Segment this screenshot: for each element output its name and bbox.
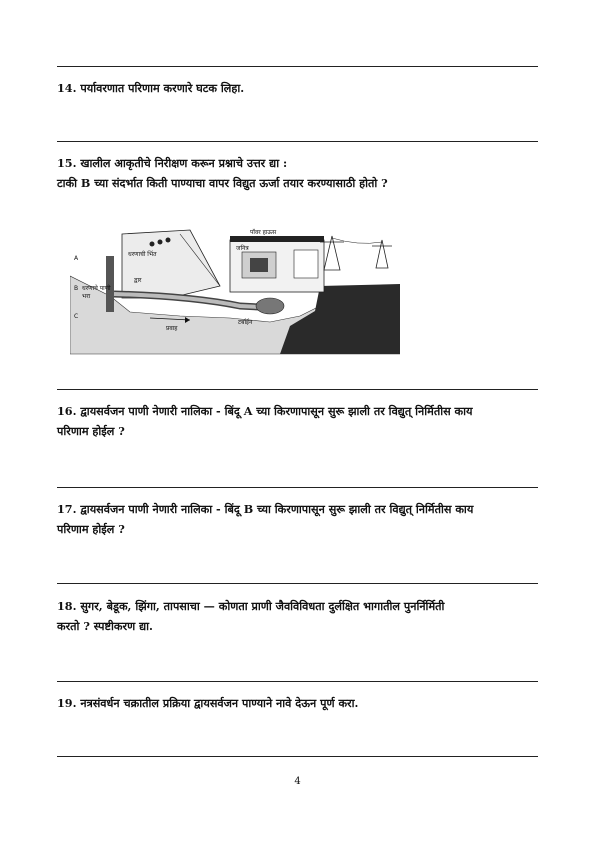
question-15-line-1: 15. खालील आकृतीचे निरीक्षण करून प्रश्नाचे उत्तर द्या :: [57, 156, 288, 170]
label-power-house: पॉवर हाऊस: [250, 229, 277, 236]
divider-rule-3: [57, 389, 538, 390]
dam-outlet-3: [166, 238, 171, 243]
power-house-roof: [230, 236, 324, 242]
power-line: [332, 238, 382, 243]
label-turbine: टर्बाईन: [238, 319, 253, 326]
divider-rule-4: [57, 487, 538, 488]
pylon-1: [324, 236, 340, 270]
label-generator: जनित्र: [236, 245, 249, 252]
label-point-c: C: [74, 313, 79, 320]
question-15-line-2: टाकी B च्या संदर्भात किती पाण्याचा वापर विद्युत ऊर्जा तयार करण्यासाठी होतो ?: [57, 176, 388, 190]
label-point-b: B: [74, 285, 79, 292]
question-17-line-1: 17. द्वायसर्वजन पाणी नेणारी नालिका - बिंदू B च्या किरणापासून सुरू झाली तर विद्युत् निर्मितीस काय: [57, 502, 474, 516]
divider-rule-2: [57, 141, 538, 142]
question-17-line-2: परिणाम होईल ?: [57, 522, 125, 536]
generator-core: [250, 258, 268, 272]
question-14-text: 14. पर्यावरणात परिणाम करणारे घटक लिहा.: [57, 81, 245, 95]
question-16: [57, 401, 541, 441]
intake-gate: [106, 256, 114, 312]
label-gate: द्वार: [134, 277, 142, 284]
question-18-line-1: 18. सुगर, बेडूक, झिंगा, तापसाचा — कोणता प्राणी जैवविविधता दुर्लक्षित भागातील पुनर्निर्मिती: [57, 599, 445, 613]
hydro-dam-figure: [70, 226, 400, 358]
label-point-a: A: [74, 255, 79, 262]
question-19-text: 19. नत्रसंवर्धन चक्रातील प्रक्रिया द्वायसर्वजन पाण्याने नावे देऊन पूर्ण करा.: [57, 696, 359, 710]
dam-wall: [122, 230, 220, 298]
label-b-side: धरणाचे पाणी: [82, 285, 111, 292]
label-dam: धरणाची भिंत: [128, 251, 157, 258]
transformer-box: [294, 250, 318, 278]
label-flow: प्रवाह: [166, 325, 178, 332]
question-18-line-2: करतो ? स्पष्टीकरण द्या.: [57, 619, 153, 633]
question-16-line-1: 16. द्वायसर्वजन पाणी नेणारी नालिका - बिंदू A च्या किरणापासून सुरू झाली तर विद्युत् निर्मितीस काय: [57, 404, 473, 418]
hydro-dam-diagram: [70, 226, 400, 358]
question-14: [57, 78, 541, 98]
question-16-line-2: परिणाम होईल ?: [57, 424, 125, 438]
turbine-shape: [256, 298, 284, 314]
page-number: 4: [294, 776, 301, 787]
question-15: [57, 153, 541, 193]
divider-rule-7: [57, 756, 538, 757]
divider-rule-6: [57, 681, 538, 682]
divider-rule-5: [57, 583, 538, 584]
question-18: [57, 596, 541, 636]
pylon-2: [376, 240, 388, 268]
dam-outlet-1: [150, 242, 155, 247]
label-b-side-2: भरा: [82, 293, 91, 300]
dam-outlet-2: [158, 240, 163, 245]
question-19: [57, 693, 541, 713]
divider-rule-1: [57, 66, 538, 67]
question-17: [57, 499, 541, 539]
